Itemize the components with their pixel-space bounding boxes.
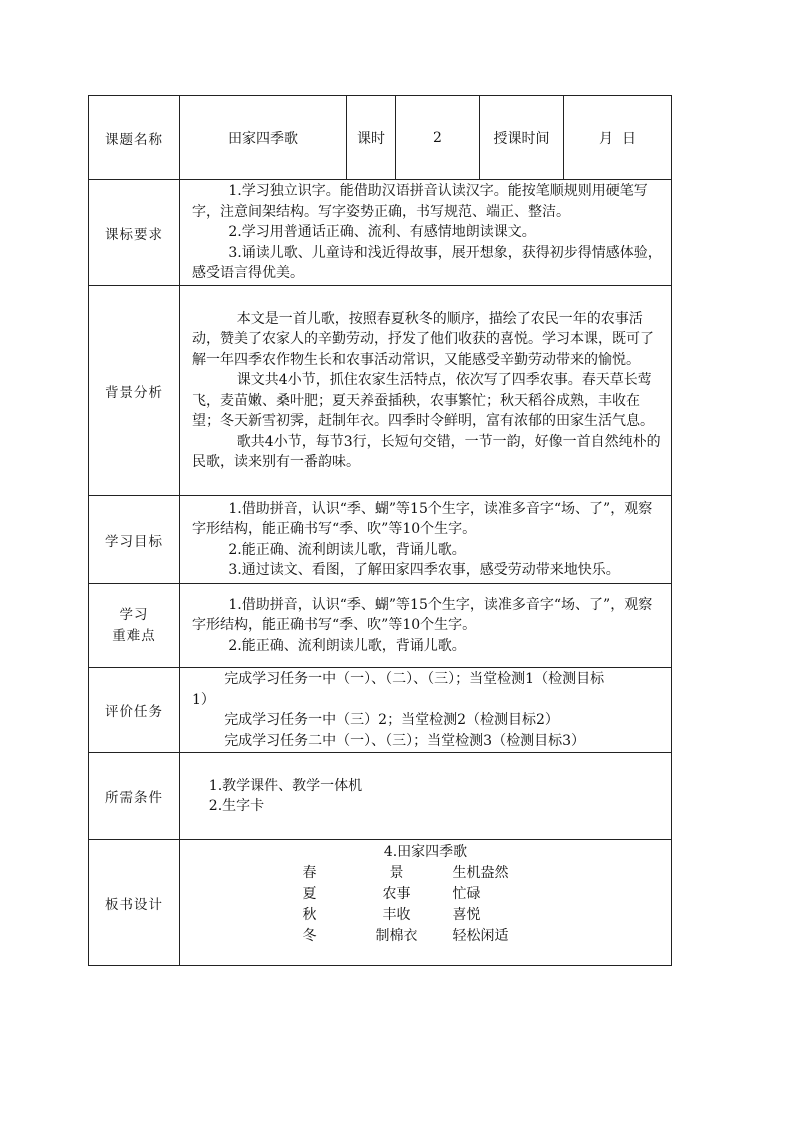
evaluation-line-1-cont: 1） [192, 691, 215, 708]
key-points-label-line-1: 学习 [119, 606, 149, 623]
evaluation-line-3: 完成学习任务二中（一）、（三）；当堂检测3（检测目标3） [224, 732, 586, 749]
board-item: 丰收 [382, 907, 411, 923]
background-paragraph-1: 本文是一首儿歌，按照春夏秋冬的顺序，描绘了农民一年的农事活动，赞美了农家人的辛勤劳动，抒发了他们收获的喜悦。学习本课，既可了解一年四季农作物生长和农事活动常识，又能感受辛勤劳动带来的愉悦。 [192, 310, 654, 368]
board-line [180, 863, 671, 884]
key-points-row [89, 584, 672, 668]
evaluation-row [89, 668, 672, 753]
title-label: 课题名称 [89, 96, 180, 180]
board-label: 板书设计 [89, 840, 180, 966]
conditions-content [180, 753, 672, 840]
time-value: 月 日 [564, 96, 672, 180]
standards-line-2: 2.学习用普通话正确、流利、有感情地朗读课文。 [228, 224, 536, 241]
board-item: 景 [389, 865, 404, 881]
standards-line-3: 3.诵读儿歌、儿童诗和浅近得故事，展开想象，获得初步得情感体验，感受语言得优美。 [192, 244, 662, 282]
periods-value: 2 [396, 96, 480, 180]
objectives-line-2: 2.能正确、流利朗读儿歌，背诵儿歌。 [228, 541, 466, 558]
objectives-label: 学习目标 [89, 496, 180, 584]
objectives-content [180, 496, 672, 584]
board-feeling: 喜悦 [452, 907, 481, 923]
evaluation-label: 评价任务 [89, 668, 180, 753]
background-label: 背景分析 [89, 286, 180, 496]
key-points-line-1: 1.借助拼音，认识“季、蝴”等15个生字，读准多音字“场、了”，观察字形结构，能正确书写“季、吹”等10个生字。 [192, 596, 653, 634]
evaluation-line-2: 完成学习任务一中（三）2；当堂检测2（检测目标2） [224, 712, 559, 728]
board-content [180, 840, 672, 966]
objectives-line-3: 3.通过读文、看图，了解田家四季农事，感受劳动带来地快乐。 [228, 562, 620, 578]
standards-line-1: 1.学习独立识字。能借助汉语拼音认读汉字。能按笔顺规则用硬笔写字，注意间架结构。写字姿势正确，书写规范、端正、整洁。 [192, 183, 648, 220]
board-feeling: 生机盎然 [452, 865, 509, 881]
board-feeling: 轻松闲适 [452, 928, 509, 944]
conditions-line-2: 2.生字卡 [208, 798, 265, 814]
conditions-label: 所需条件 [89, 753, 180, 840]
conditions-line-1: 1.教学课件、教学一体机 [208, 777, 363, 794]
background-paragraph-2: 课文共4小节，抓住农家生活特点，依次写了四季农事。春天草长莺飞，麦苗嫩、桑叶肥；夏天养蚕插秧，农事繁忙；秋天稻谷成熟，丰收在望；冬天新雪初霁，赶制年衣。四季时令鲜明，富有浓郁的田家生活气息。 [192, 372, 654, 429]
background-row [89, 286, 672, 496]
board-season: 夏 [302, 886, 317, 902]
background-content [180, 286, 672, 496]
evaluation-content [180, 668, 672, 753]
key-points-label-line-2: 重难点 [112, 627, 156, 644]
key-points-label [89, 584, 180, 668]
board-season: 春 [302, 865, 317, 881]
board-item: 农事 [382, 886, 411, 902]
background-paragraph-3: 歌共4小节，每节3行，长短句交错，一节一韵，好像一首自然纯朴的民歌，读来别有一番韵味。 [192, 433, 661, 470]
objectives-line-1: 1.借助拼音，认识“季、蝴”等15个生字，读准多音字“场、了”，观察字形结构，能正确书写“季、吹”等10个生字。 [192, 500, 653, 537]
standards-content [180, 180, 672, 286]
title-value: 田家四季歌 [180, 96, 347, 180]
standards-row [89, 180, 672, 286]
board-season: 秋 [302, 907, 317, 923]
objectives-row [89, 496, 672, 584]
header-row [89, 96, 672, 180]
board-row [89, 840, 672, 966]
key-points-line-2: 2.能正确、流利朗读儿歌，背诵儿歌。 [228, 637, 466, 654]
board-title: 4.田家四季歌 [383, 844, 468, 860]
board-line [180, 905, 671, 926]
key-points-content [180, 584, 672, 668]
board-line [180, 884, 671, 905]
evaluation-line-1: 完成学习任务一中（一）、（二）、（三）；当堂检测1（检测目标 [224, 671, 605, 687]
board-line [180, 926, 671, 947]
standards-label: 课标要求 [89, 180, 180, 286]
conditions-row [89, 753, 672, 840]
board-season: 冬 [302, 928, 317, 944]
board-feeling: 忙碌 [452, 886, 481, 902]
lesson-plan-table [88, 95, 672, 966]
time-label: 授课时间 [480, 96, 564, 180]
periods-label: 课时 [347, 96, 396, 180]
board-item: 制棉衣 [375, 928, 418, 944]
